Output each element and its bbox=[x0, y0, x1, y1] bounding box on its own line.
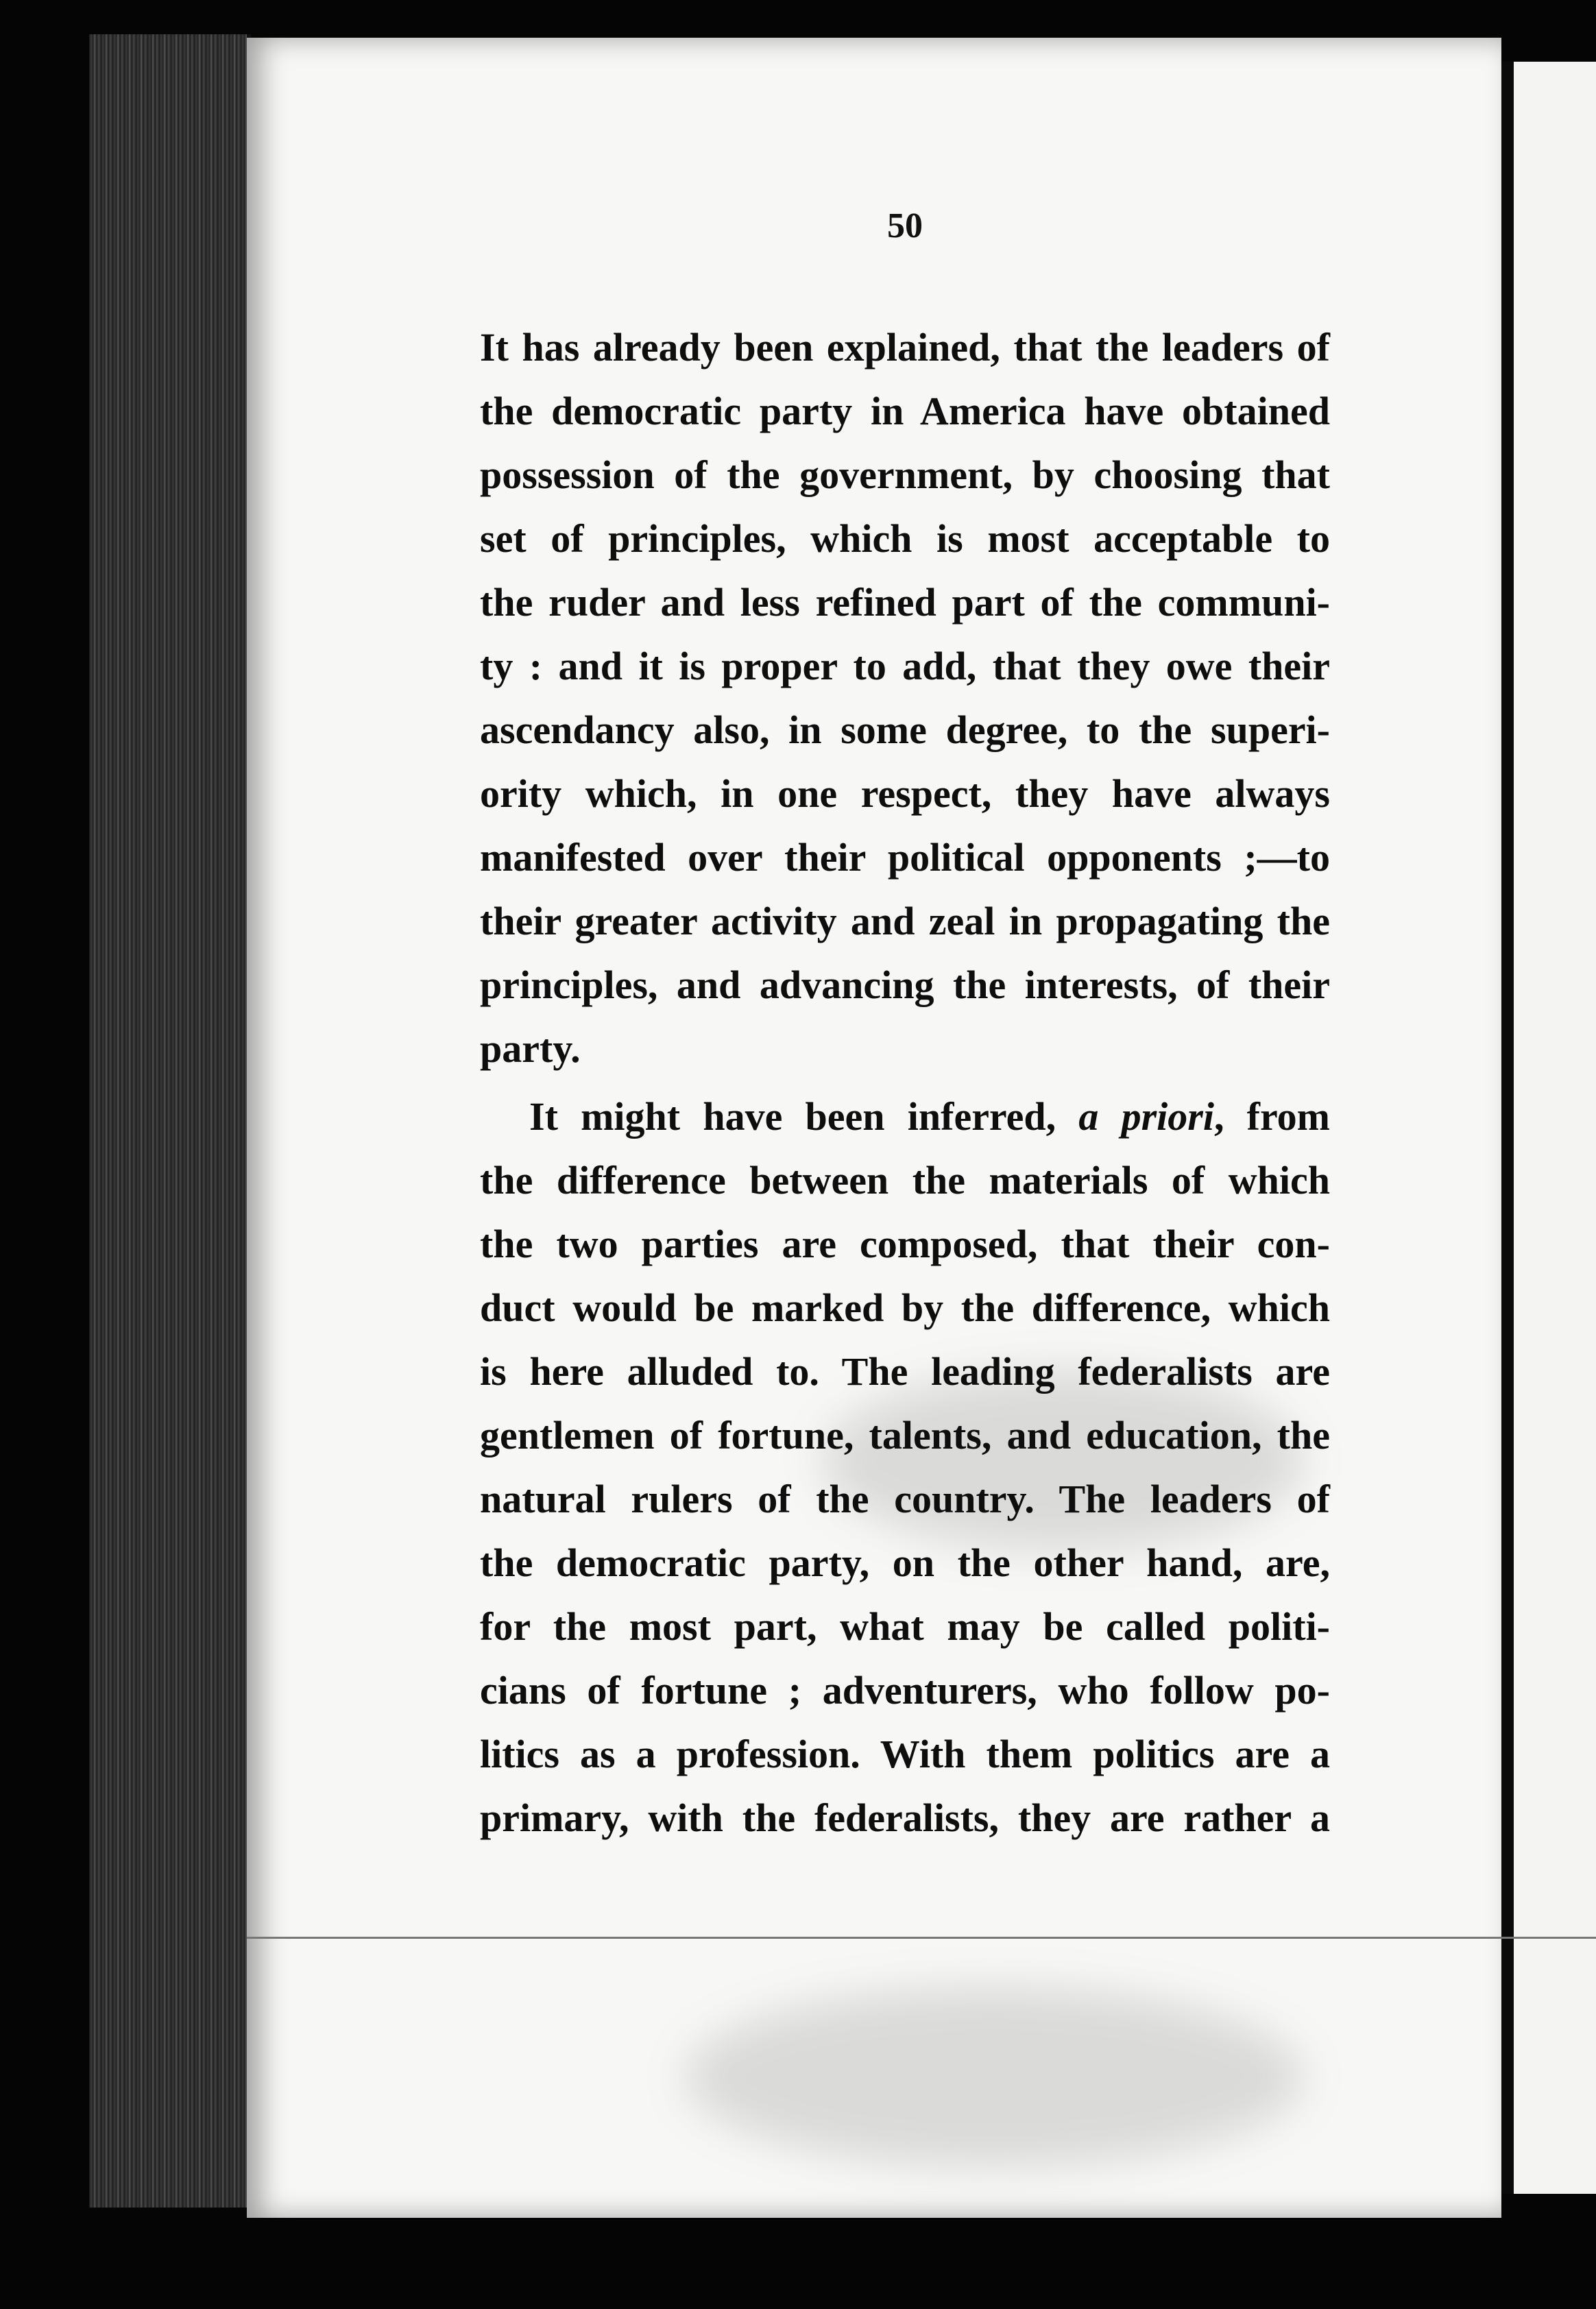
text-line: gentlemen of fortune, talents, and education, the bbox=[480, 1413, 1330, 1458]
text-line: ty : and it is proper to add, that they owe their bbox=[480, 644, 1330, 688]
text-line: possession of the government, by choosing that bbox=[480, 452, 1330, 497]
page-number: 50 bbox=[887, 206, 923, 245]
text-line: natural rulers of the country. The leaders of bbox=[480, 1477, 1330, 1521]
facing-page-edge bbox=[1501, 62, 1596, 2194]
text-line: is here alluded to. The leading federalists are bbox=[480, 1349, 1330, 1394]
body-text bbox=[480, 315, 1330, 1850]
text-line: ascendancy also, in some degree, to the superi- bbox=[480, 708, 1330, 752]
text-line: the democratic party in America have obtained bbox=[480, 389, 1330, 433]
text-line: the ruder and less refined part of the communi- bbox=[480, 580, 1330, 625]
text-line: litics as a profession. With them politics are a bbox=[480, 1732, 1330, 1776]
ink-smudge bbox=[686, 1988, 1303, 2166]
text-line: the democratic party, on the other hand, are, bbox=[480, 1540, 1330, 1585]
book-edge bbox=[89, 34, 251, 2208]
text-line: principles, and advancing the interests, of their bbox=[480, 963, 1330, 1007]
text-line: party. bbox=[480, 1026, 581, 1071]
text-line: It has already been explained, that the leaders of bbox=[480, 325, 1330, 370]
text-line: cians of fortune ; adventurers, who follow po- bbox=[480, 1668, 1330, 1713]
italic-phrase: a priori bbox=[1078, 1094, 1214, 1139]
text-line: primary, with the federalists, they are rather a bbox=[480, 1796, 1330, 1840]
text-line: set of principles, which is most acceptable to bbox=[480, 516, 1330, 561]
text-line: the two parties are composed, that their con- bbox=[480, 1222, 1330, 1266]
text-line: manifested over their political opponents ;—to bbox=[480, 835, 1330, 880]
fold-line bbox=[247, 1937, 1596, 1939]
text-line: It might have been inferred, a priori, from bbox=[529, 1094, 1330, 1139]
text-line: for the most part, what may be called politi- bbox=[480, 1604, 1330, 1649]
text-line: duct would be marked by the difference, which bbox=[480, 1285, 1330, 1330]
text-line: the difference between the materials of which bbox=[480, 1158, 1330, 1202]
text-line: ority which, in one respect, they have always bbox=[480, 771, 1330, 816]
text-line: their greater activity and zeal in propagating the bbox=[480, 899, 1330, 943]
